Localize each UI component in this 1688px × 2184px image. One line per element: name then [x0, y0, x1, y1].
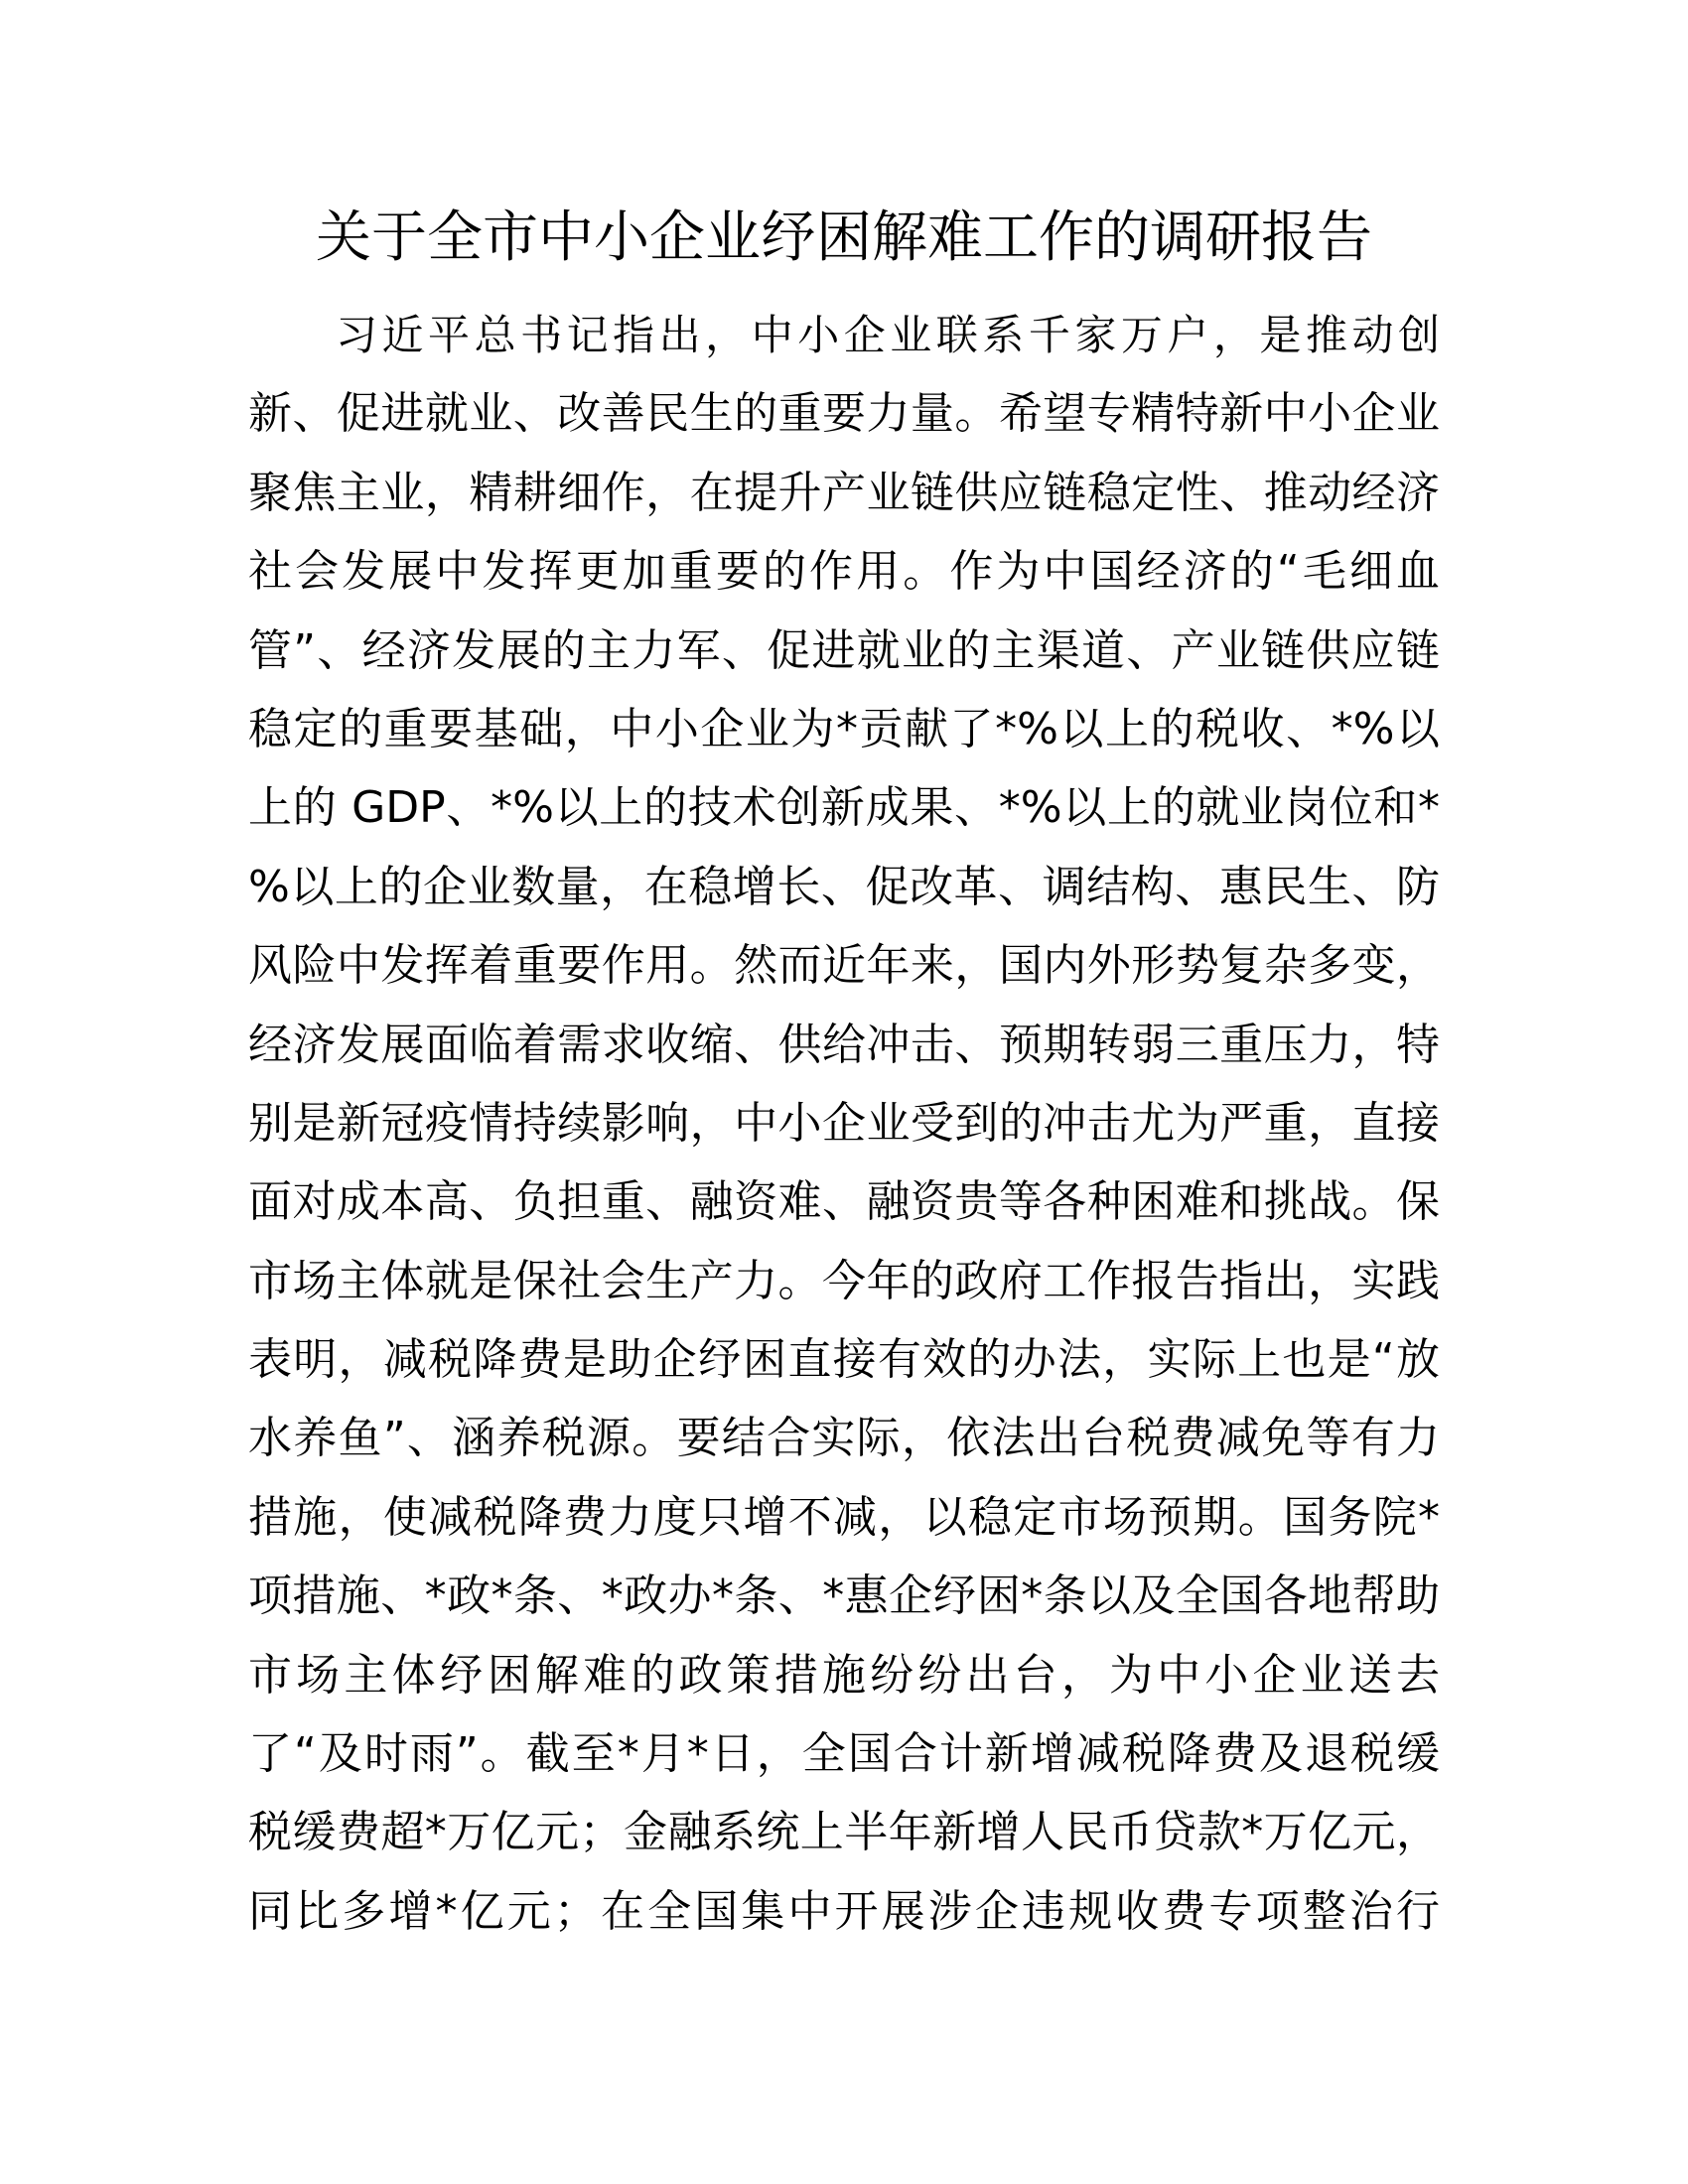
body-paragraph — [248, 296, 1440, 1951]
paragraph-line: 项措施、*政*条、*政办*条、*惠企纾困*条以及全国各地帮助 — [248, 1570, 1440, 1622]
paragraph-line: 市场主体纾困解难的政策措施纷纷出台，为中小企业送去 — [248, 1649, 1440, 1701]
paragraph-line: 新、促进就业、改善民生的重要力量。希望专精特新中小企业 — [248, 388, 1440, 440]
paragraph-line: 了“及时雨”。截至*月*日，全国合计新增减税降费及退税缓 — [248, 1728, 1440, 1780]
paragraph-line: 税缓费超*万亿元；金融系统上半年新增人民币贷款*万亿元， — [248, 1807, 1440, 1858]
paragraph-line: 经济发展面临着需求收缩、供给冲击、预期转弱三重压力，特 — [248, 1019, 1440, 1070]
paragraph-line: 市场主体就是保社会生产力。今年的政府工作报告指出，实践 — [248, 1255, 1440, 1306]
paragraph-line: 聚焦主业，精耕细作，在提升产业链供应链稳定性、推动经济 — [248, 467, 1440, 518]
paragraph-line: 管”、经济发展的主力军、促进就业的主渠道、产业链供应链 — [248, 624, 1440, 676]
paragraph-line: 面对成本高、负担重、融资难、融资贵等各种困难和挑战。保 — [248, 1176, 1440, 1228]
paragraph-line: 别是新冠疫情持续影响，中小企业受到的冲击尤为严重，直接 — [248, 1097, 1440, 1149]
paragraph-line: 上的 GDP、*%以上的技术创新成果、*%以上的就业岗位和* — [248, 782, 1440, 834]
paragraph-line: 稳定的重要基础，中小企业为*贡献了*%以上的税收、*%以 — [248, 703, 1440, 754]
paragraph-line: %以上的企业数量，在稳增长、促改革、调结构、惠民生、防 — [248, 861, 1440, 912]
document-title: 关于全市中小企业纾困解难工作的调研报告 — [316, 205, 1372, 270]
paragraph-line: 水养鱼”、涵养税源。要结合实际，依法出台税费减免等有力 — [248, 1413, 1440, 1464]
paragraph-line: 措施，使减税降费力度只增不减，以稳定市场预期。国务院* — [248, 1491, 1440, 1543]
paragraph-line: 同比多增*亿元；在全国集中开展涉企违规收费专项整治行 — [248, 1885, 1440, 1937]
paragraph-line: 习近平总书记指出，中小企业联系千家万户，是推动创 — [336, 311, 1440, 359]
paragraph-line: 社会发展中发挥更加重要的作用。作为中国经济的“毛细血 — [248, 546, 1440, 598]
paragraph-line: 表明，减税降费是助企纾困直接有效的办法，实际上也是“放 — [248, 1334, 1440, 1386]
paragraph-line: 风险中发挥着重要作用。然而近年来，国内外形势复杂多变， — [248, 940, 1440, 992]
